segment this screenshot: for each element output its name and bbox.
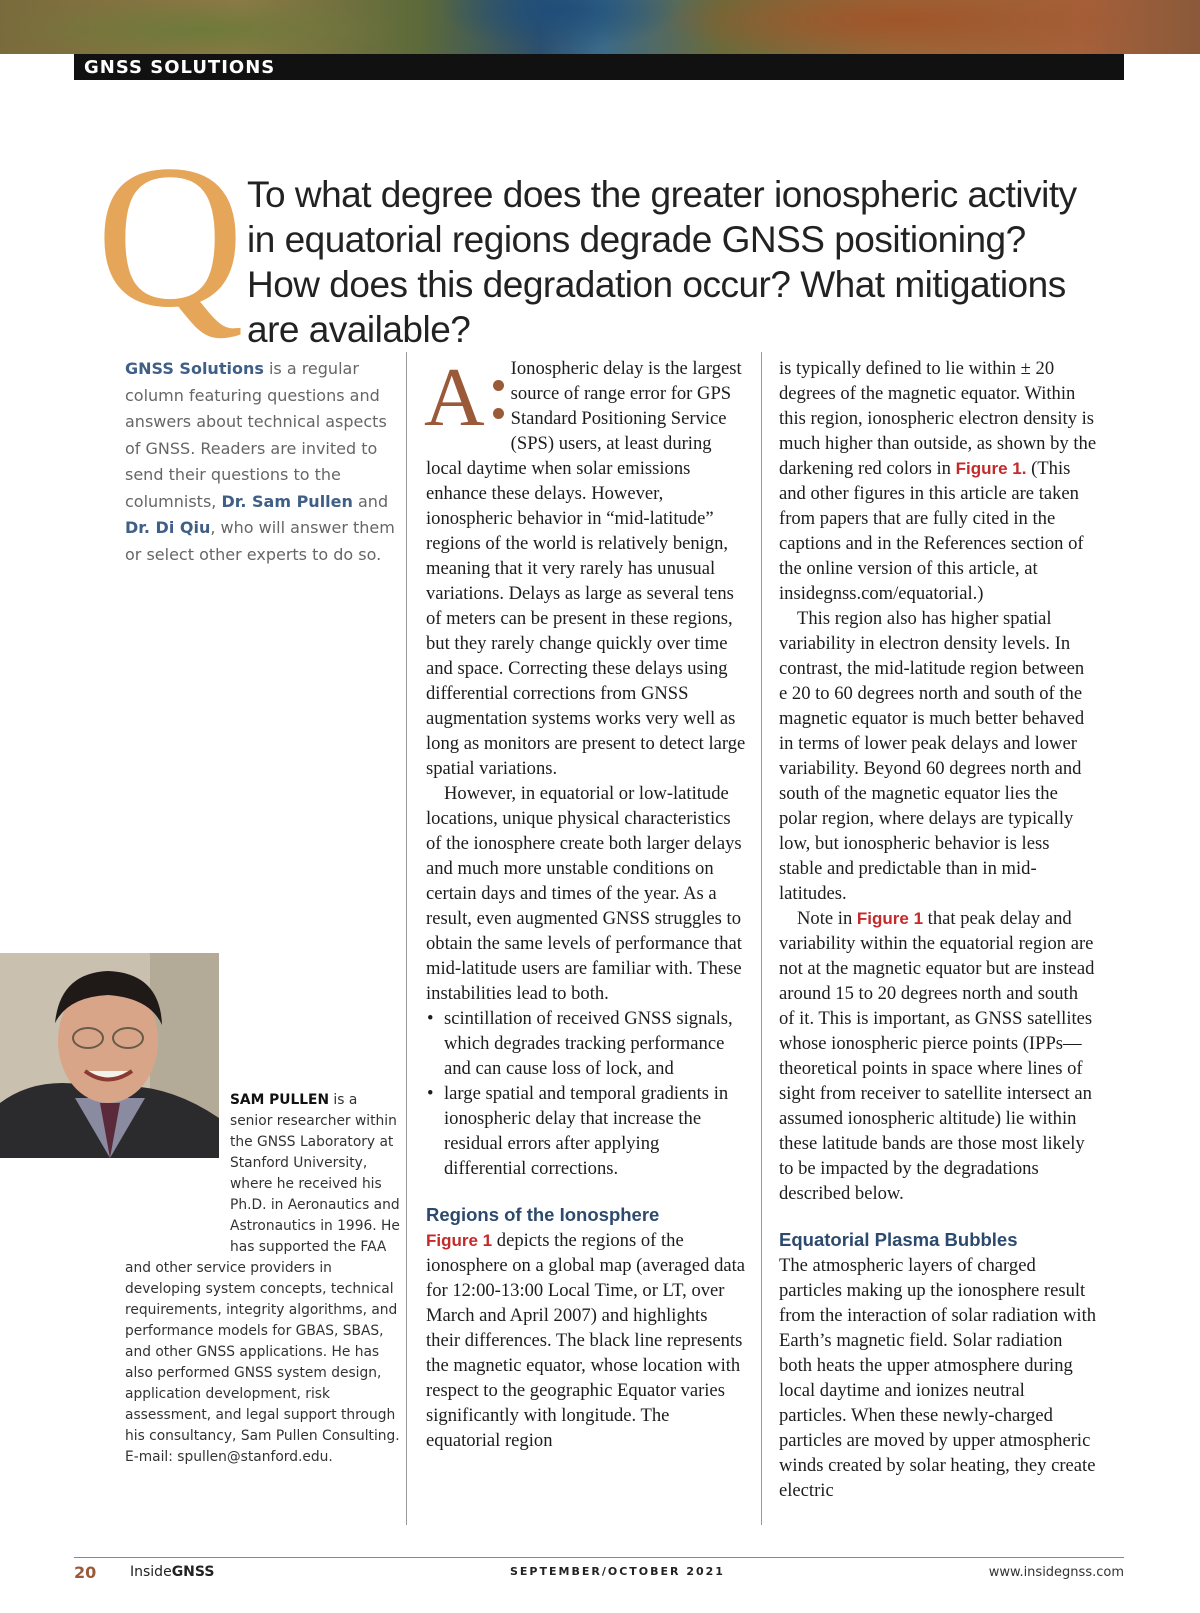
p6-text: Note in [797, 908, 857, 929]
p3-text: depicts the regions of the ionosphere on a global map (averaged data for 12:00-13:00 Local Time, or LT, over March and April 2007) and highlights their differences. The black line represents the magnetic equator, whose location with respect to the geographic Equator varies significantly with longitude. The equatorial region [426, 1230, 746, 1451]
columnist-2: Dr. Di Qiu [125, 518, 211, 537]
answer-paragraph-3 [426, 1228, 746, 1453]
bio-text: is a senior researcher within the GNSS Laboratory at Stanford University, where he received his Ph.D. in Aeronautics and Astronautics in 1996. He has supported the FAA and other service providers in developing system concepts, technical requirements, integrity algorithms, and performance models for GBAS, SBAS, and other GNSS applications. He has also performed GNSS system design, application development, risk assessment, and legal support through his consultancy, Sam Pullen Consulting. E-mail: spullen@stanford.edu. [125, 1092, 400, 1465]
heading-bubbles: Equatorial Plasma Bubbles [779, 1229, 1018, 1250]
answer-paragraph-7: The atmospheric layers of charged particles making up the ionosphere result from the interaction of solar radiation with Earth’s magnetic field. Solar radiation both heats the upper atmosphere during local daytime and ionizes neutral particles. When these newly-charged particles are moved by upper atmospheric winds created by solar heating, they create electric [779, 1255, 1097, 1501]
website-url: www.insidegnss.com [988, 1565, 1124, 1580]
p4-text: is typically defined to lie within ± 20 degrees of the magnetic equator. Within this region, ionospheric electron density is much higher than outside, as shown by the darkening red colors in [779, 358, 1097, 479]
p4-text-end: (This and other figures in this article are taken from papers that are fully cited in the captions and in the References section of the online version of this article, at insidegnss.com/equatorial.) [779, 458, 1084, 604]
answer-drop-letter: A [424, 351, 485, 444]
column-intro [125, 356, 395, 568]
figure-ref: Figure 1 [426, 1231, 493, 1250]
answer-paragraph-2: However, in equatorial or low-latitude locations, unique physical characteristics of the ionosphere create both larger delays and much more unstable conditions on certain days and times of the year. As a result, even augmented GNSS struggles to obtain the same levels of performance that mid-latitude users are familiar with. These instabilities lead to both. [426, 783, 742, 1004]
question-drop-letter: Q [96, 123, 245, 350]
pub-inside: Inside [130, 1564, 172, 1580]
header-satellite-banner [0, 0, 1200, 54]
author-name: SAM PULLEN [230, 1092, 330, 1108]
answer-paragraph-6 [779, 906, 1097, 1206]
column-name: GNSS Solutions [125, 359, 264, 378]
heading-regions: Regions of the Ionosphere [426, 1204, 660, 1225]
intro-and: and [352, 491, 389, 511]
footer-rule [74, 1557, 1124, 1558]
bullet-item: • scintillation of received GNSS signals, which degrades tracking performance and can cause loss of lock, and [444, 1006, 746, 1081]
question-text: To what degree does the greater ionospheric activity in equatorial regions degrade GNSS positioning? How does this degradation occur? What mitigations are available? [247, 174, 1077, 350]
section-heading [426, 1202, 746, 1228]
intro-text: is a regular column featuring questions and answers about technical aspects of GNSS. Readers are invited to send their questions to the columnists, [125, 359, 387, 511]
answer-paragraph-5: This region also has higher spatial variability in electron density levels. In contrast, the mid-latitude region between e 20 to 60 degrees north and south of the magnetic equator is much better behaved in terms of lower peak delays and lower variability. Beyond 60 degrees north and south of the magnetic equator lies the polar region, where delays are typically low, but ionospheric behavior is less stable and predictable than in mid-latitudes. [779, 608, 1085, 904]
answer-colon [491, 362, 505, 434]
columnist-1: Dr. Sam Pullen [221, 491, 353, 511]
bullet-item: • large spatial and temporal gradients in ionospheric delay that increase the residual errors after applying differential corrections. [444, 1081, 746, 1181]
issue-date: SEPTEMBER/OCTOBER 2021 [510, 1565, 725, 1578]
article-column-2 [779, 356, 1097, 1503]
section-title: GNSS SOLUTIONS [84, 57, 276, 78]
p6-text-end: that peak delay and variability within the equatorial region are not at the magnetic equator but are instead around 15 to 20 degrees north and south of it. This is important, as GNSS satellites whose ionospheric pierce points (IPPs—theoretical points in space where lines of sight from receiver to satellite intersect an assumed ionospheric altitude) lie within these latitude bands are those most likely to be impacted by the degradations described below. [779, 908, 1095, 1204]
publication-name [130, 1564, 214, 1580]
author-bio [125, 1090, 400, 1468]
bullet-list [426, 1006, 746, 1181]
section-heading [779, 1227, 1097, 1253]
figure-ref: Figure 1. [955, 459, 1027, 478]
pub-gnss: GNSS [171, 1564, 215, 1580]
column-divider-left [406, 352, 407, 1525]
answer-paragraph-4 [779, 356, 1097, 606]
column-divider-right [761, 352, 762, 1525]
answer-paragraph-1: Ionospheric delay is the largest source of range error for GPS Standard Positioning Service (SPS) users, at least during local daytime when solar emissions enhance these delays. However, ionospheric behavior in “mid-latitude” regions of the world is relatively benign, meaning that it very rarely has unusual variations. Delays as large as several tens of meters can be present in these regions, but they rarely change quickly over time and space. Correcting these delays using differential corrections from GNSS augmentation systems works very well as long as monitors are present to detect large spatial variations. [426, 358, 746, 779]
article-column-1 [424, 351, 746, 1453]
intro-text-end: , who will answer them or select other experts to do so. [125, 518, 395, 564]
section-bar [74, 54, 1124, 80]
figure-ref: Figure 1 [856, 909, 924, 928]
page-number: 20 [74, 1563, 97, 1582]
